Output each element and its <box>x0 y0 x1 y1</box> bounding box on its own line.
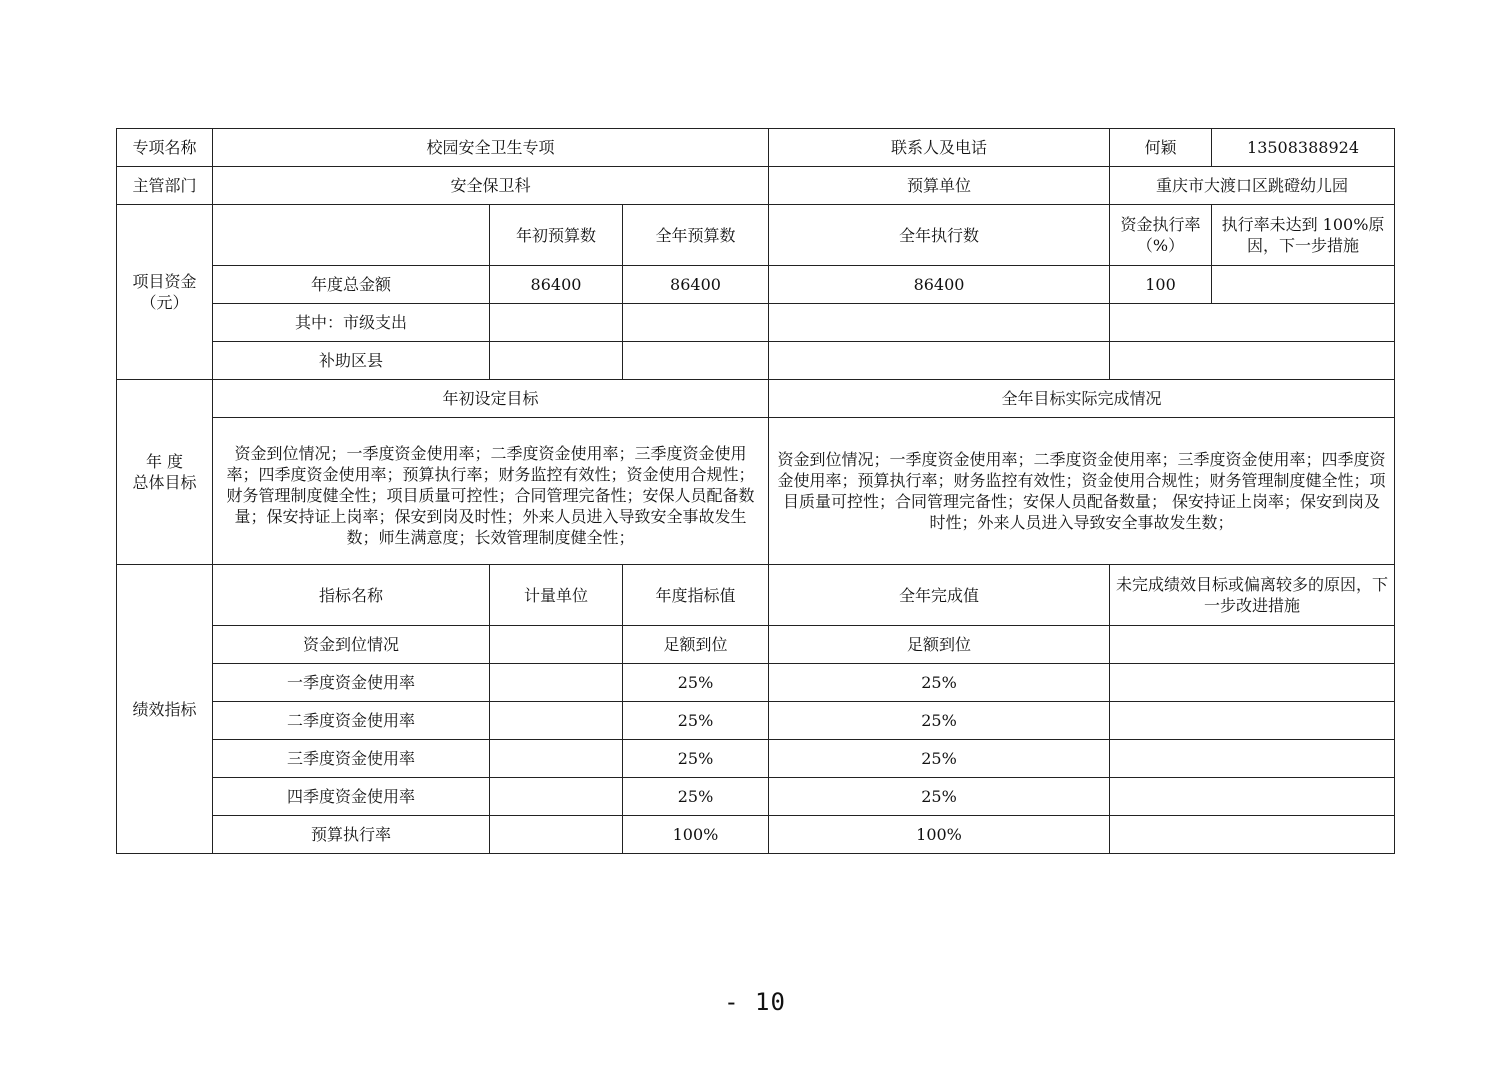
indicator-reason <box>1110 778 1395 816</box>
indicator-name: 预算执行率 <box>213 816 490 854</box>
performance-label: 绩效指标 <box>117 565 213 854</box>
indicator-reason <box>1110 702 1395 740</box>
row-dept <box>117 167 1395 205</box>
col-unit: 计量单位 <box>490 565 623 626</box>
funds-row-executed: 86400 <box>769 266 1110 304</box>
performance-table <box>116 128 1395 854</box>
budget-unit-label: 预算单位 <box>769 167 1110 205</box>
goals-label-line2: 总体目标 <box>132 473 197 492</box>
col-exec-rate: 资金执行率（%） <box>1110 205 1212 266</box>
indicator-unit <box>490 740 623 778</box>
actual-goals-header: 全年目标实际完成情况 <box>769 380 1395 418</box>
indicator-reason <box>1110 816 1395 854</box>
goals-label <box>117 380 213 565</box>
funds-row-initial: 86400 <box>490 266 623 304</box>
table-row <box>117 778 1395 816</box>
dept: 安全保卫科 <box>213 167 769 205</box>
indicator-name: 四季度资金使用率 <box>213 778 490 816</box>
funds-row-executed <box>769 304 1110 342</box>
col-annual-budget: 全年预算数 <box>623 205 769 266</box>
indicator-name: 资金到位情况 <box>213 626 490 664</box>
funds-row <box>117 342 1395 380</box>
indicator-target: 25% <box>623 740 769 778</box>
funds-row-rate: 100 <box>1110 266 1212 304</box>
indicator-actual: 25% <box>769 702 1110 740</box>
initial-goals-header: 年初设定目标 <box>213 380 769 418</box>
indicator-target: 25% <box>623 778 769 816</box>
goals-label-line1: 年 度 <box>145 452 184 471</box>
funds-row <box>117 304 1395 342</box>
indicator-unit <box>490 702 623 740</box>
table-row <box>117 664 1395 702</box>
indicator-name: 三季度资金使用率 <box>213 740 490 778</box>
indicator-unit <box>490 778 623 816</box>
page-number: - 10 <box>724 988 786 1016</box>
funds-row-annual <box>623 342 769 380</box>
table-row <box>117 740 1395 778</box>
funds-row-rate <box>1110 304 1395 342</box>
row-project-name <box>117 129 1395 167</box>
col-target: 年度指标值 <box>623 565 769 626</box>
funds-row-name: 其中：市级支出 <box>213 304 490 342</box>
col-actual: 全年完成值 <box>769 565 1110 626</box>
indicator-reason <box>1110 740 1395 778</box>
indicator-unit <box>490 626 623 664</box>
indicator-target: 25% <box>623 664 769 702</box>
indicator-actual: 100% <box>769 816 1110 854</box>
indicator-name: 二季度资金使用率 <box>213 702 490 740</box>
funds-label: 项目资金（元） <box>117 205 213 380</box>
indicator-actual: 25% <box>769 740 1110 778</box>
contact-label: 联系人及电话 <box>769 129 1110 167</box>
indicator-name: 一季度资金使用率 <box>213 664 490 702</box>
col-executed: 全年执行数 <box>769 205 1110 266</box>
indicator-unit <box>490 816 623 854</box>
table-row <box>117 816 1395 854</box>
funds-row-initial <box>490 342 623 380</box>
contact-phone: 13508388924 <box>1212 129 1395 167</box>
budget-unit: 重庆市大渡口区跳磴幼儿园 <box>1110 167 1395 205</box>
indicator-actual: 25% <box>769 778 1110 816</box>
indicator-target: 25% <box>623 702 769 740</box>
table-row <box>117 626 1395 664</box>
funds-row-rate <box>1110 342 1395 380</box>
funds-row-name: 年度总金额 <box>213 266 490 304</box>
indicator-actual: 25% <box>769 664 1110 702</box>
funds-row-executed <box>769 342 1110 380</box>
indicator-reason <box>1110 626 1395 664</box>
actual-goals-text: 资金到位情况；一季度资金使用率；二季度资金使用率；三季度资金使用率；四季度资金使用率；预算执行率；财务监控有效性；资金使用合规性；财务管理制度健全性；项目质量可控性；合同管理完备性；安保人员配备数量； 保安持证上岗率；保安到岗及时性；外来人员进入导致安全事故发生数； <box>769 418 1395 565</box>
row-perf-header <box>117 565 1395 626</box>
project-name: 校园安全卫生专项 <box>213 129 769 167</box>
indicator-unit <box>490 664 623 702</box>
row-goals-header <box>117 380 1395 418</box>
indicator-reason <box>1110 664 1395 702</box>
funds-row-annual <box>623 304 769 342</box>
funds-row-initial <box>490 304 623 342</box>
funds-row-reason <box>1212 266 1395 304</box>
dept-label: 主管部门 <box>117 167 213 205</box>
row-funds-header <box>117 205 1395 266</box>
funds-row <box>117 266 1395 304</box>
table-row <box>117 702 1395 740</box>
funds-row-annual: 86400 <box>623 266 769 304</box>
contact-name: 何颖 <box>1110 129 1212 167</box>
funds-row-name: 补助区县 <box>213 342 490 380</box>
indicator-target: 足额到位 <box>623 626 769 664</box>
row-goals-text <box>117 418 1395 565</box>
funds-header-blank <box>213 205 490 266</box>
initial-goals-text: 资金到位情况；一季度资金使用率；二季度资金使用率；三季度资金使用率；四季度资金使用率；预算执行率；财务监控有效性；资金使用合规性；财务管理制度健全性；项目质量可控性；合同管理完备性；安保人员配备数量；保安持证上岗率；保安到岗及时性；外来人员进入导致安全事故发生数；师生满意度；长效管理制度健全性； <box>213 418 769 565</box>
col-rate-reason: 执行率未达到 100%原因，下一步措施 <box>1212 205 1395 266</box>
indicator-actual: 足额到位 <box>769 626 1110 664</box>
col-deviation-reason: 未完成绩效目标或偏离较多的原因，下一步改进措施 <box>1110 565 1395 626</box>
project-name-label: 专项名称 <box>117 129 213 167</box>
col-initial-budget: 年初预算数 <box>490 205 623 266</box>
col-indicator-name: 指标名称 <box>213 565 490 626</box>
indicator-target: 100% <box>623 816 769 854</box>
